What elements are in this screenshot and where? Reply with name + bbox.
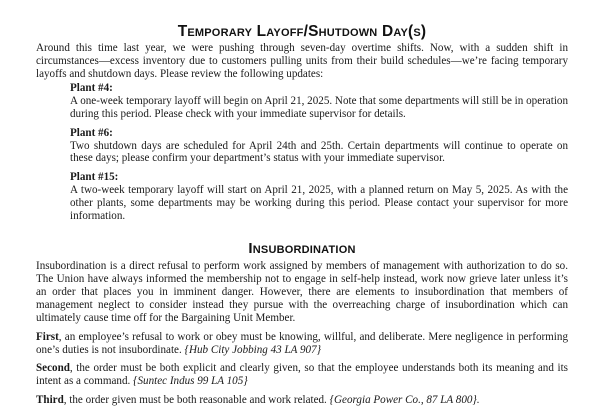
point-second-ordinal: Second — [36, 362, 70, 375]
plant-4-text: A one-week temporary layoff will begin on April 21, 2025. Note that some departments will still be in operation during this period. Please check with your immediate supervisor for details. — [70, 94, 568, 120]
point-third-ordinal: Third — [36, 394, 64, 407]
point-third-text: , the order given must be both reasonable and work related. — [63, 394, 330, 407]
insubordination-section-title: Insubordination — [248, 240, 356, 258]
insubordination-point-third — [36, 394, 568, 407]
insubordination-intro-paragraph: Insubordination is a direct refusal to perform work assigned by members of management with authorization to do so. The Union have always informed the membership not to engage in self-help instead, work now grieve later unless it’s an order that places you in imminent danger. However, there are elements to insubordination that members of management neglect to consider instead they pursue with the overreaching charge of insubordination which can ultimately cause time off for the Bargaining Unit Member. — [36, 260, 568, 324]
point-third-citation: {Georgia Power Co., 87 LA 800}. — [329, 394, 480, 407]
layoff-section-title: Temporary Layoff/Shutdown Day(s) — [177, 23, 427, 40]
point-first-citation: {Hub City Jobbing 43 LA 907} — [184, 343, 322, 356]
point-second-text: , the order must be both explicit and clearly given, so that the employee understands both its meaning and its intent as a command. — [36, 362, 568, 388]
plant-6-update — [70, 127, 568, 166]
point-first-ordinal: First — [36, 330, 59, 343]
plant-15-heading: Plant #15: — [70, 171, 119, 184]
plant-15-text: A two-week temporary layoff will start on April 21, 2025, with a planned return on May 5, 2025. As with the other plants, some departments may be working during this period. Please contact your supervisor for more information. — [70, 184, 568, 223]
plant-15-update — [70, 171, 568, 223]
insubordination-point-first — [36, 331, 568, 357]
newsletter-page — [36, 22, 568, 413]
plant-6-heading: Plant #6: — [70, 126, 113, 139]
point-first-text: , an employee’s refusal to work or obey must be knowing, willful, and deliberate. Mere negligence in performing one’s duties is not insubordinate. — [36, 330, 568, 356]
layoff-intro-paragraph: Around this time last year, we were pushing through seven-day overtime shifts. Now, with a sudden shift in circumstances—excess inventory due to customers pulling units from their build schedules—we’re facing temporary layoffs and shutdown days. Please review the following updates: — [36, 42, 568, 80]
insubordination-point-second — [36, 362, 568, 388]
plant-4-update — [70, 82, 568, 121]
plant-6-text: Two shutdown days are scheduled for April 24th and 25th. Certain departments will continue to operate on these days; please confirm your department’s status with your immediate supervisor. — [70, 139, 568, 165]
point-second-citation: {Suntec Indus 99 LA 105} — [133, 375, 248, 388]
plant-4-heading: Plant #4: — [70, 81, 113, 94]
